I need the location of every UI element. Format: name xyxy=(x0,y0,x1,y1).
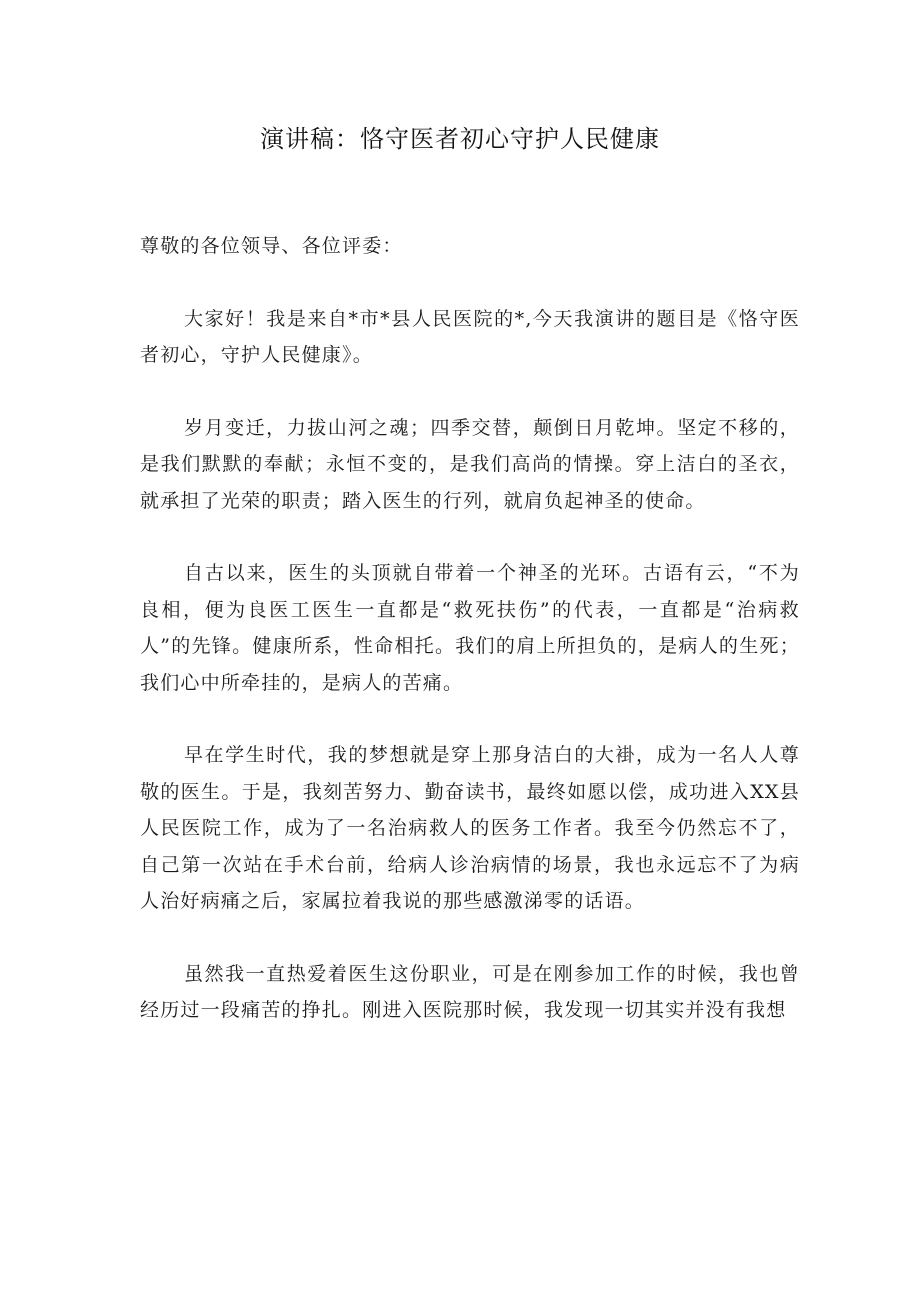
paragraph-4: 早在学生时代，我的梦想就是穿上那身洁白的大褂，成为一名人人尊敬的医生。于是，我刻苦努力、勤奋读书，最终如愿以偿，成功进入XX县人民医院工作，成为了一名治病救人的医务工作者。我至今仍然忘不了，自己第一次站在手术台前，给病人诊治病情的场景，我也永远忘不了为病人治好病痛之后，家属拉着我说的那些感激涕零的话语。 xyxy=(140,744,800,912)
paragraph-5: 虽然我一直热爱着医生这份职业，可是在刚参加工作的时候，我也曾经历过一段痛苦的挣扎。刚进入医院那时候，我发现一切其实并没有我想 xyxy=(140,962,800,1021)
salutation: 尊敬的各位领导、各位评委： xyxy=(140,235,403,257)
paragraph-3: 自古以来，医生的头顶就自带着一个神圣的光环。古语有云，“不为良相，便为良医工医生一直都是“救死扶伤”的代表，一直都是“治病救人”的先锋。健康所系，性命相托。我们的肩上所担负的，是病人的生死；我们心中所牵挂的，是病人的苦痛。 xyxy=(140,562,800,694)
document-body xyxy=(140,228,800,1065)
paragraph-2: 岁月变迁，力拔山河之魂；四季交替，颠倒日月乾坤。坚定不移的，是我们默默的奉献；永恒不变的，是我们高尚的情操。穿上洁白的圣衣，就承担了光荣的职责；踏入医生的行列，就肩负起神圣的使命。 xyxy=(140,416,800,512)
document-title: 演讲稿：恪守医者初心守护人民健康 xyxy=(260,125,660,153)
paragraph-1: 大家好！我是来自*市*县人民医院的*,今天我演讲的题目是《恪守医者初心，守护人民健康》。 xyxy=(140,307,800,366)
